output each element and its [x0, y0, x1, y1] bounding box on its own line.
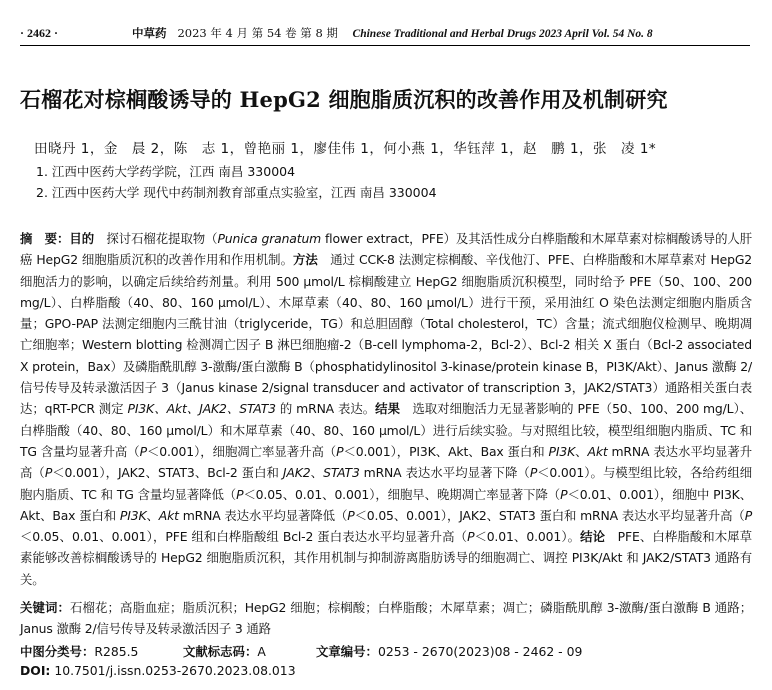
- p-symbol: P: [467, 529, 475, 545]
- p-symbol: P: [560, 486, 568, 502]
- results-text: ＜0.01、0.001），细胞中 PI3K、Akt、Bax 蛋白和: [20, 486, 752, 523]
- abstract: [20, 228, 752, 590]
- p-symbol: P: [336, 443, 344, 459]
- conclusion-label: 结论: [580, 529, 606, 545]
- p-symbol: P: [347, 507, 355, 523]
- article-number: [316, 642, 582, 660]
- results-text: ＜0.05、0.01、0.001），细胞早、晚期凋亡率显著下降（: [243, 486, 561, 502]
- methods-label: 方法: [292, 252, 318, 268]
- results-text: 、: [146, 507, 159, 523]
- affiliation-2: 2. 江西中医药大学 现代中药制剂教育部重点实验室，江西 南昌 330004: [36, 185, 437, 200]
- article-number-value: 0253 - 2670(2023)08 - 2462 - 09: [377, 644, 583, 659]
- results-text: ＜0.01、0.001）。: [474, 529, 581, 545]
- classification-number: [20, 644, 138, 659]
- header-rule: [20, 45, 750, 46]
- objective-text: 探讨石榴花提取物（: [94, 231, 218, 246]
- p-symbol: P: [529, 465, 538, 481]
- gene-names: PI3K、Akt、JAK2、STAT3: [127, 401, 276, 417]
- methods-text: 通过 CCK-8 法测定棕榈酸、辛伐他汀、PFE、白桦脂酸和木犀草素对 HepG2 细胞活力的影响，以确定后续给药剂量。利用 500 μmol/L 棕榈酸建立 HepG2 细胞脂质沉积模型，同时给予 PFE（50、100、200 mg/L）、白桦脂酸（40、80、160 μmol/L）、木犀草素（40、80、160 μmol/L）进行干预，采用油红 O 染色法测定细胞内脂质含量；GPO-PAP 法测定细胞内三酰甘油（triglyceride，TG）和总胆固醇（Total cholesterol，TC）含量；流式细胞仪检测早、晚期凋亡细胞率；Western blotting 检测凋亡因子 B 淋巴细胞瘤-2（B-cell lymphoma-2，Bcl-2）、Bcl-2 相关 X 蛋白（Bcl-2 associated X protein，Bax）及磷脂酰肌醇 3-激酶/蛋白激酶 B（phosphatidylinositol 3-kinase/protein kinase B，PI3K/Akt）、Janus 激酶 2/信号传导及转录激活因子 3（Janus kinase 2/signal transducer and activator of transcription 3，JAK2/STAT3）通路相关蛋白表达；qRT-PCR 测定: [20, 252, 752, 417]
- results-text: mRNA 表达水平均显著下降（: [359, 465, 530, 481]
- objective-label: 目的: [69, 231, 95, 246]
- journal-issue-cn: 2023 年 4 月 第 54 卷 第 8 期: [177, 26, 338, 40]
- results-text: 选取对细胞活力无显著影响的 PFE（50、100、200 mg/L）、白桦脂酸（40、80、160 μmol/L）和木犀草素（40、80、160 μmol/L）进行后续实验。与对照组比较，模型组细胞内脂质、TC 和 TG 含量均显著升高（: [20, 401, 753, 459]
- affiliation-1: 1. 江西中医药大学药学院，江西 南昌 330004: [36, 164, 296, 179]
- classification-value: R285.5: [94, 644, 139, 659]
- results-text: ＜0.05、0.01、0.001），PFE 组和白桦脂酸组 Bcl-2 蛋白表达水平均显著升高（: [20, 529, 468, 545]
- document-code-value: A: [257, 644, 266, 659]
- methods-text-2: 的 mRNA 表达。: [275, 401, 376, 417]
- article-number-label: 文章编号：: [316, 644, 378, 659]
- abstract-label: 摘 要：: [20, 231, 70, 246]
- gene-name: Akt: [587, 443, 608, 459]
- document-code: [183, 642, 266, 660]
- gene-name: PI3K: [548, 443, 576, 459]
- results-text: ＜0.001），JAK2、STAT3、Bcl-2 蛋白和: [52, 465, 283, 481]
- results-text: ＜0.05、0.001），JAK2、STAT3 蛋白和 mRNA 表达水平均显著升高（: [354, 507, 745, 523]
- document-code-label: 文献标志码：: [183, 644, 258, 659]
- doi-label: DOI:: [20, 663, 51, 678]
- results-text: mRNA 表达水平均显著降低（: [178, 507, 348, 523]
- classification-label: 中图分类号：: [20, 644, 95, 659]
- author-list: 田晓丹 1，金 晨 2，陈 志 1，曾艳丽 1，廖佳伟 1，何小燕 1，华钰萍 1，赵 鹏 1，张 凌 1*: [34, 141, 657, 157]
- results-text: 、: [310, 465, 324, 481]
- gene-name: STAT3: [323, 465, 360, 481]
- journal-info: [132, 25, 653, 41]
- p-symbol: P: [236, 486, 244, 502]
- p-symbol: P: [44, 465, 53, 481]
- species-name: Punica granatum: [217, 231, 322, 246]
- gene-name: PI3K: [119, 507, 147, 523]
- keywords: [20, 597, 752, 639]
- keywords-text: 石榴花；高脂血症；脂质沉积；HepG2 细胞；棕榈酸；白桦脂酸；木犀草素；凋亡；磷脂酰肌醇 3-激酶/蛋白激酶 B 通路；Janus 激酶 2/信号传导及转录激活因子 3 通路: [20, 600, 752, 636]
- article-metadata: [20, 642, 583, 660]
- p-symbol: P: [744, 507, 753, 523]
- journal-name-cn: 中草药: [132, 26, 167, 40]
- p-symbol: P: [139, 443, 147, 459]
- results-text: ＜0.001），细胞凋亡率显著升高（: [146, 443, 337, 459]
- journal-name-en: Chinese Traditional and Herbal Drugs 2023 April Vol. 54 No. 8: [352, 28, 653, 40]
- gene-name: JAK2: [282, 465, 311, 481]
- doi-value: 10.7501/j.issn.0253-2670.2023.08.013: [50, 663, 296, 678]
- paper-title: 石榴花对棕榈酸诱导的 HepG2 细胞脂质沉积的改善作用及机制研究: [20, 87, 668, 112]
- results-text: 、: [575, 443, 588, 459]
- gene-name: Akt: [158, 507, 179, 523]
- results-text: mRNA 表达水平均显著升高（: [20, 443, 752, 481]
- objective-text-2: flower extract，PFE）及其活性成分白桦脂酸和木犀草素对棕榈酸诱导的人肝癌 HepG2 细胞脂质沉积的改善作用和作用机制。: [20, 231, 753, 268]
- doi: [20, 663, 296, 678]
- results-label: 结果: [375, 401, 400, 417]
- conclusion-text: PFE、白桦脂酸和木犀草素能够改善棕榈酸诱导的 HepG2 细胞脂质沉积，其作用机制与抑制游离脂肪诱导的细胞凋亡、调控 PI3K/Akt 和 JAK2/STAT3 通路有关。: [20, 529, 753, 587]
- results-text: ＜0.001）。与模型组比较，各给药组细胞内脂质、TC 和 TG 含量均显著降低（: [20, 465, 752, 502]
- results-text: ＜0.001），PI3K、Akt、Bax 蛋白和: [343, 443, 549, 459]
- page-number: · 2462 ·: [20, 25, 59, 40]
- running-header: [20, 22, 750, 44]
- keywords-label: 关键词：: [20, 600, 70, 615]
